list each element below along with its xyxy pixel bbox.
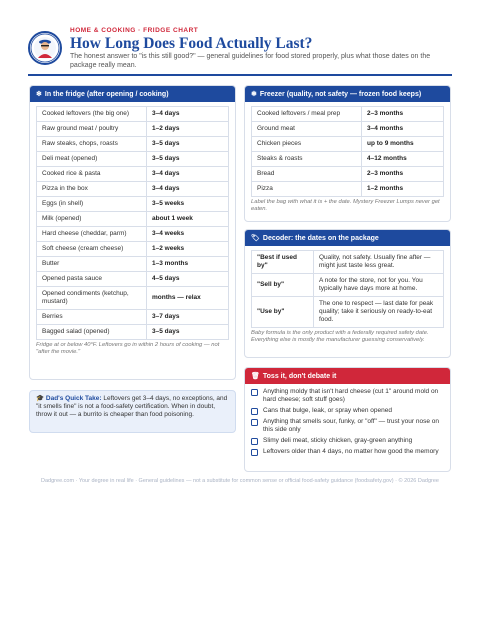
fridge-row bbox=[37, 152, 229, 167]
fridge-row bbox=[37, 227, 229, 242]
toss-item-text: Slimy deli meat, sticky chicken, gray-green anything bbox=[263, 437, 413, 444]
decoder-row-value: The one to respect — last date for peak quality; take it seriously on ready-to-eat food. bbox=[314, 297, 444, 328]
fridge-row-label: Opened condiments (ketchup, mustard) bbox=[37, 287, 147, 310]
freezer-row bbox=[252, 137, 444, 152]
toss-item bbox=[251, 407, 444, 415]
fridge-row-value: 3–7 days bbox=[147, 310, 229, 325]
freezer-row-label: Steaks & roasts bbox=[252, 152, 362, 167]
fridge-card-title: In the fridge (after opening / cooking) bbox=[44, 90, 169, 98]
freezer-row bbox=[252, 152, 444, 167]
fridge-row bbox=[37, 242, 229, 257]
fridge-row bbox=[37, 287, 229, 310]
freezer-row-value: 2–3 months bbox=[362, 107, 444, 122]
fridge-row bbox=[37, 197, 229, 212]
fridge-row bbox=[37, 310, 229, 325]
freezer-card bbox=[244, 85, 451, 222]
checkbox-icon bbox=[251, 419, 258, 426]
fridge-row-value: 3–5 days bbox=[147, 152, 229, 167]
freezer-row bbox=[252, 122, 444, 137]
fridge-row-value: months — relax bbox=[147, 287, 229, 310]
fridge-row-value: 3–4 days bbox=[147, 167, 229, 182]
toss-item bbox=[251, 437, 444, 445]
fridge-row bbox=[37, 122, 229, 137]
toss-card bbox=[244, 367, 451, 472]
page-subtitle: The honest answer to "is this still good?" — general guidelines for food stored properly, plus what those dates on the package really mean. bbox=[70, 53, 431, 69]
fridge-row bbox=[37, 325, 229, 340]
fridge-row-value: 1–3 months bbox=[147, 257, 229, 272]
fridge-row bbox=[37, 257, 229, 272]
freezer-row bbox=[252, 167, 444, 182]
fridge-row-label: Butter bbox=[37, 257, 147, 272]
freezer-row-label: Bread bbox=[252, 167, 362, 182]
fridge-row bbox=[37, 137, 229, 152]
decoder-row-value: A note for the store, not for you. You typically have days more at home. bbox=[314, 274, 444, 297]
fridge-row-label: Raw ground meat / poultry bbox=[37, 122, 147, 137]
freezer-row-value: 2–3 months bbox=[362, 167, 444, 182]
header-divider bbox=[28, 74, 452, 76]
fridge-row-value: 3–4 days bbox=[147, 107, 229, 122]
toss-checklist bbox=[245, 384, 450, 456]
tip-label: Dad's Quick Take: bbox=[45, 395, 102, 402]
freezer-row bbox=[252, 107, 444, 122]
freezer-row-value: up to 9 months bbox=[362, 137, 444, 152]
decoder-row bbox=[252, 297, 444, 328]
fridge-row bbox=[37, 212, 229, 227]
decoder-card-title: Decoder: the dates on the package bbox=[262, 234, 379, 242]
fridge-row bbox=[37, 107, 229, 122]
checkbox-icon bbox=[251, 389, 258, 396]
fridge-row-label: Deli meat (opened) bbox=[37, 152, 147, 167]
checkbox-icon bbox=[251, 408, 258, 415]
fridge-table bbox=[36, 106, 229, 340]
fridge-row bbox=[37, 167, 229, 182]
decoder-row-label: "Sell by" bbox=[252, 274, 314, 297]
toss-item bbox=[251, 448, 444, 456]
checkbox-icon bbox=[251, 438, 258, 445]
fridge-row-label: Raw steaks, chops, roasts bbox=[37, 137, 147, 152]
fridge-row-value: 3–4 weeks bbox=[147, 227, 229, 242]
toss-card-header bbox=[245, 368, 450, 384]
toss-item-text: Cans that bulge, leak, or spray when opened bbox=[263, 407, 393, 414]
fridge-row-label: Soft cheese (cream cheese) bbox=[37, 242, 147, 257]
ice-cube-icon: ❄ bbox=[36, 91, 42, 98]
fridge-row-label: Milk (opened) bbox=[37, 212, 147, 227]
fridge-row-value: 1–2 weeks bbox=[147, 242, 229, 257]
dad-avatar-icon bbox=[28, 31, 62, 65]
page-header bbox=[28, 27, 452, 77]
fridge-row-value: 3–5 days bbox=[147, 137, 229, 152]
freezer-row-label: Cooked leftovers / meal prep bbox=[252, 107, 362, 122]
toss-item bbox=[251, 418, 444, 434]
decoder-row bbox=[252, 274, 444, 297]
snowflake-icon: ❅ bbox=[251, 91, 257, 98]
fridge-row-label: Opened pasta sauce bbox=[37, 272, 147, 287]
trash-can-icon: 🗑 bbox=[251, 373, 260, 380]
fridge-row-label: Berries bbox=[37, 310, 147, 325]
fridge-row-label: Cooked rice & pasta bbox=[37, 167, 147, 182]
fridge-row-label: Hard cheese (cheddar, parm) bbox=[37, 227, 147, 242]
checkbox-icon bbox=[251, 449, 258, 456]
toss-item-text: Anything that smells sour, funky, or "off" — trust your nose on this side only bbox=[263, 418, 439, 433]
freezer-row-value: 4–12 months bbox=[362, 152, 444, 167]
toss-item bbox=[251, 388, 444, 404]
graduation-cap-icon: 🎓 bbox=[36, 395, 45, 402]
freezer-row-value: 3–4 months bbox=[362, 122, 444, 137]
toss-item-text: Leftovers older than 4 days, no matter how good the memory bbox=[263, 448, 439, 455]
decoder-row bbox=[252, 251, 444, 274]
fridge-row-value: 1–2 days bbox=[147, 122, 229, 137]
fridge-card bbox=[29, 85, 236, 380]
freezer-table bbox=[251, 106, 444, 197]
fridge-row-value: about 1 week bbox=[147, 212, 229, 227]
fridge-note: Fridge at or below 40°F. Leftovers go in within 2 hours of cooking — not "after the movie." bbox=[36, 342, 220, 355]
freezer-row-value: 1–2 months bbox=[362, 182, 444, 197]
fridge-row bbox=[37, 182, 229, 197]
freezer-note: Label the bag with what it is + the date. Mystery Freezer Lumps never get eaten. bbox=[251, 199, 440, 212]
freezer-row-label: Ground meat bbox=[252, 122, 362, 137]
freezer-row-label: Pizza bbox=[252, 182, 362, 197]
page-kicker: HOME & COOKING · FRIDGE CHART bbox=[70, 27, 199, 34]
fridge-row-label: Bagged salad (opened) bbox=[37, 325, 147, 340]
tip-text: Leftovers get 3–4 days, no exceptions, and "it smells fine" is not a food-safety certification. When in doubt, throw it out — a burrito is cheaper than food poisoning. bbox=[36, 395, 228, 418]
decoder-table bbox=[251, 250, 444, 328]
freezer-card-header bbox=[245, 86, 450, 102]
decoder-row-label: "Use by" bbox=[252, 297, 314, 328]
fridge-row-value: 4–5 days bbox=[147, 272, 229, 287]
decoder-card bbox=[244, 229, 451, 358]
freezer-row-label: Chicken pieces bbox=[252, 137, 362, 152]
decoder-card-header bbox=[245, 230, 450, 246]
fridge-row-value: 3–5 days bbox=[147, 325, 229, 340]
fridge-row-label: Pizza in the box bbox=[37, 182, 147, 197]
fridge-row-label: Cooked leftovers (the big one) bbox=[37, 107, 147, 122]
toss-card-title: Toss it, don't debate it bbox=[262, 372, 337, 380]
page-title: How Long Does Food Actually Last? bbox=[70, 35, 313, 52]
fridge-row-value: 3–4 days bbox=[147, 182, 229, 197]
decoder-row-value: Quality, not safety. Usually fine after — might just taste less great. bbox=[314, 251, 444, 274]
fridge-row-label: Eggs (in shell) bbox=[37, 197, 147, 212]
freezer-card-title: Freezer (quality, not safety — frozen food keeps) bbox=[259, 90, 422, 98]
tag-icon: 🏷 bbox=[251, 235, 260, 242]
fridge-row-value: 3–5 weeks bbox=[147, 197, 229, 212]
fridge-row bbox=[37, 272, 229, 287]
freezer-row bbox=[252, 182, 444, 197]
dad-tip-callout bbox=[29, 390, 236, 433]
decoder-note: Baby formula is the only product with a federally required safety date. Everything else is mostly the manufacturer guessing conservatively. bbox=[251, 330, 429, 343]
toss-item-text: Anything moldy that isn't hard cheese (cut 1" around mold on hard cheese; soft stuff goes) bbox=[263, 388, 439, 403]
page-footer: Dadgree.com · Your degree in real life · General guidelines — not a substitute for common sense or official food-safety guidance (foodsafety.gov) · © 2026 Dadgree bbox=[41, 478, 439, 484]
fridge-card-header bbox=[30, 86, 235, 102]
decoder-row-label: "Best if used by" bbox=[252, 251, 314, 274]
